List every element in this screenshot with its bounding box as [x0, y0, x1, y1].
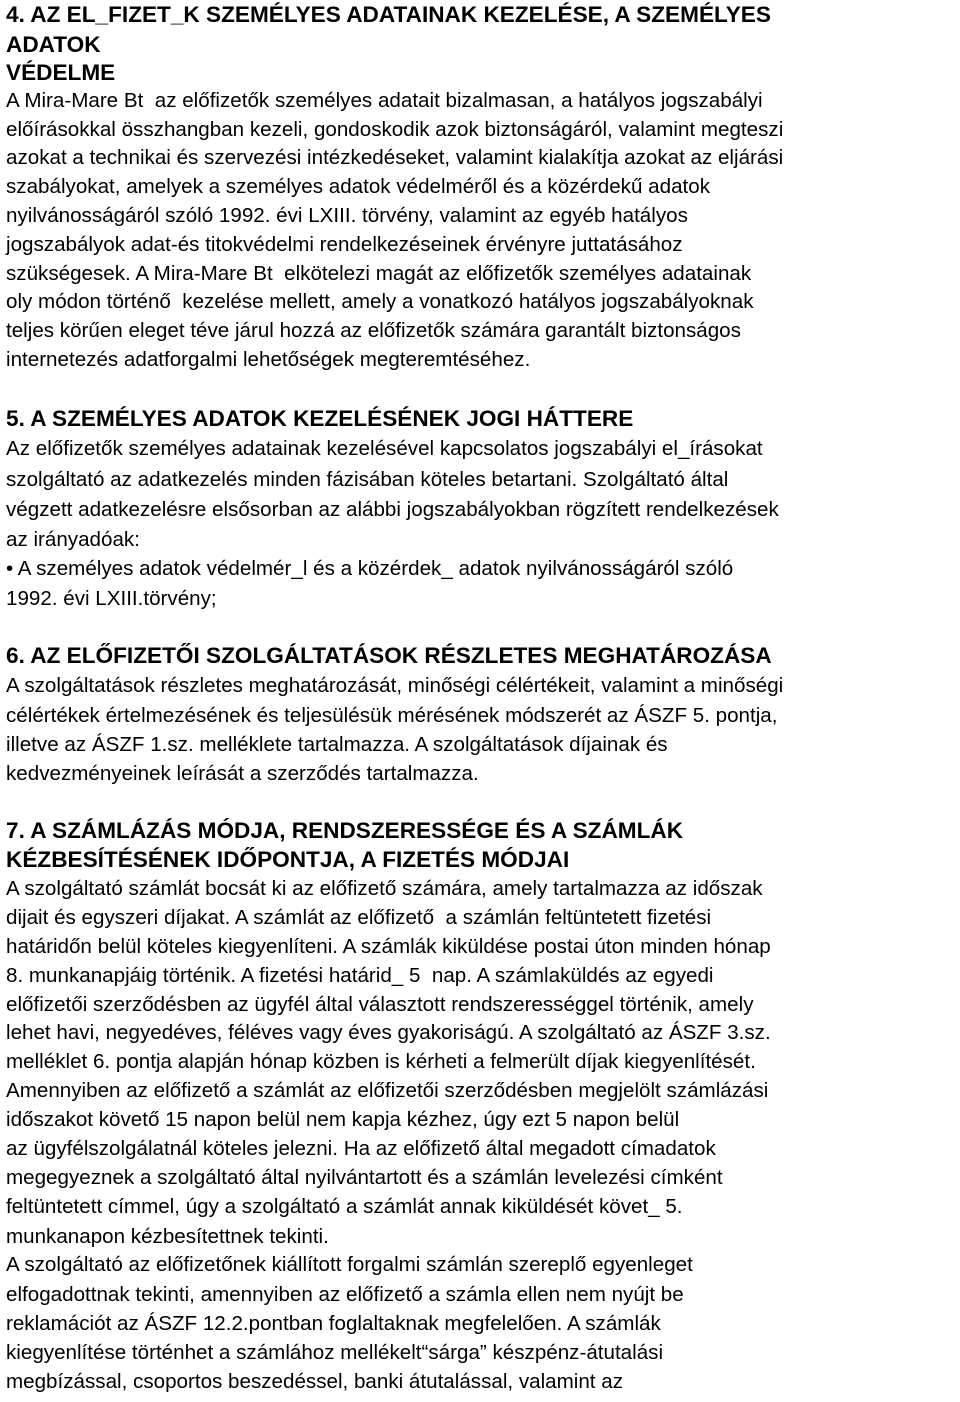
section-5-body-line: Az előfizetők személyes adatainak kezelésével kapcsolatos jogszabályi el_írásokat [6, 437, 763, 460]
section-7-body-line: időszakot követő 15 napon belül nem kapja kézhez, úgy ezt 5 napon belül [6, 1108, 680, 1131]
section-6-body-line: A szolgáltatások részletes meghatározását, minőségi célértékeit, valamint a minőségi [6, 674, 784, 697]
section-7-body-line: feltüntetett címmel, úgy a szolgáltató a számlát annak kiküldését követ_ 5. [6, 1195, 683, 1218]
section-4-body-line: szabályokat, amelyek a személyes adatok védelméről és a közérdekű adatok [6, 175, 710, 198]
section-4-heading-line-3: VÉDELME [6, 60, 116, 85]
section-7-body-line: lehet havi, negyedéves, féléves vagy éves gyakoriságú. A szolgáltató az ÁSZF 3.sz. [6, 1021, 771, 1044]
section-5-body-line: végzett adatkezelésre elsősorban az alábbi jogszabályokban rögzített rendelkezések [6, 498, 779, 521]
section-5-heading: 5. A SZEMÉLYES ADATOK KEZELÉSÉNEK JOGI HÁTTERE [6, 406, 634, 431]
section-7-body-line: az ügyfélszolgálatnál köteles jelezni. Ha az előfizető által megadott címadatok [6, 1137, 716, 1160]
section-4-heading-line-1: 4. AZ EL_FIZET_K SZEMÉLYES ADATAINAK KEZELÉSE, A SZEMÉLYES [6, 2, 771, 27]
section-4-body-line: jogszabályok adat-és titokvédelmi rendelkezéseinek érvényre juttatásához [6, 233, 683, 256]
section-7-heading-line-2: KÉZBESÍTÉSÉNEK IDŐPONTJA, A FIZETÉS MÓDJAI [6, 847, 570, 872]
section-7-body-line: előfizetői szerződésben az ügyfél által választott rendszerességgel történik, amely [6, 993, 754, 1016]
section-7-body-line: A szolgáltató az előfizetőnek kiállított forgalmi számlán szereplő egyenleget [6, 1253, 693, 1276]
section-7-body-line: határidőn belül köteles kiegyenlíteni. A számlák kiküldése postai úton minden hónap [6, 935, 771, 958]
section-4-body-line: nyilvánosságáról szóló 1992. évi LXIII. törvény, valamint az egyéb hatályos [6, 204, 688, 227]
section-6-heading: 6. AZ ELŐFIZETŐI SZOLGÁLTATÁSOK RÉSZLETES MEGHATÁROZÁSA [6, 643, 772, 668]
section-5-body-line: szolgáltató az adatkezelés minden fázisában köteles betartani. Szolgáltató által [6, 468, 729, 491]
section-4-body-line: szükségesek. A Mira-Mare Bt elkötelezi magát az előfizetők személyes adatainak [6, 262, 752, 285]
section-6-body-line: illetve az ÁSZF 1.sz. melléklete tartalmazza. A szolgáltatások díjainak és [6, 733, 668, 756]
section-7-body-line: megegyeznek a szolgáltató által nyilvántartott és a számlán levelezési címként [6, 1166, 723, 1189]
section-7-body-line: melléklet 6. pontja alapján hónap közben is kérheti a felmerült díjak kiegyenlítését. [6, 1050, 756, 1073]
section-5-body-line: 1992. évi LXIII.törvény; [6, 587, 217, 610]
section-7-body-line: elfogadottnak tekinti, amennyiben az előfizető a számla ellen nem nyújt be [6, 1283, 684, 1306]
section-7-body-line: 8. munkanapjáig történik. A fizetési határid_ 5 nap. A számlaküldés az egyedi [6, 964, 714, 987]
section-4-body-line: A Mira-Mare Bt az előfizetők személyes adatait bizalmasan, a hatályos jogszabályi [6, 89, 763, 112]
section-7-body-line: dijait és egyszeri díjakat. A számlát az előfizető a számlán feltüntetett fizetési [6, 906, 712, 929]
section-7-body-line: munkanapon kézbesítettnek tekinti. [6, 1225, 329, 1248]
section-7-heading-line-1: 7. A SZÁMLÁZÁS MÓDJA, RENDSZERESSÉGE ÉS A SZÁMLÁK [6, 818, 684, 843]
section-4-body-line: azokat a technikai és szervezési intézkedéseket, valamint kialakítja azokat az eljárási [6, 146, 784, 169]
section-7-body-line: A szolgáltató számlát bocsát ki az előfizető számára, amely tartalmazza az időszak [6, 877, 763, 900]
section-4-body-line: oly módon történő kezelése mellett, amely a vonatkozó hatályos jogszabályoknak [6, 290, 754, 313]
section-5-body-line: • A személyes adatok védelmér_l és a közérdek_ adatok nyilvánosságáról szóló [6, 557, 734, 580]
section-6-body-line: célértékek értelmezésének és teljesülésük mérésének módszerét az ÁSZF 5. pontja, [6, 704, 778, 727]
section-7-body-line: reklamációt az ÁSZF 12.2.pontban foglaltaknak megfelelően. A számlák [6, 1312, 661, 1335]
section-7-body-line: megbízással, csoportos beszedéssel, banki átutalással, valamint az [6, 1370, 623, 1393]
section-4-body-line: teljes körűen eleget téve járul hozzá az előfizetők számára garantált biztonságos [6, 319, 741, 342]
section-7-body-line: kiegyenlítése történhet a számlához mellékelt“sárga” készpénz-átutalási [6, 1341, 664, 1364]
section-4-body-line: internetezés adatforgalmi lehetőségek megteremtéséhez. [6, 348, 531, 371]
section-6-body-line: kedvezményeinek leírását a szerződés tartalmazza. [6, 762, 479, 785]
section-4-heading-line-2: ADATOK [6, 32, 101, 57]
section-7-body-line: Amennyiben az előfizető a számlát az előfizetői szerződésben megjelölt számlázási [6, 1079, 769, 1102]
section-5-body-line: az irányadóak: [6, 528, 140, 551]
section-4-body-line: előírásokkal összhangban kezeli, gondoskodik azok biztonságáról, valamint megteszi [6, 118, 784, 141]
